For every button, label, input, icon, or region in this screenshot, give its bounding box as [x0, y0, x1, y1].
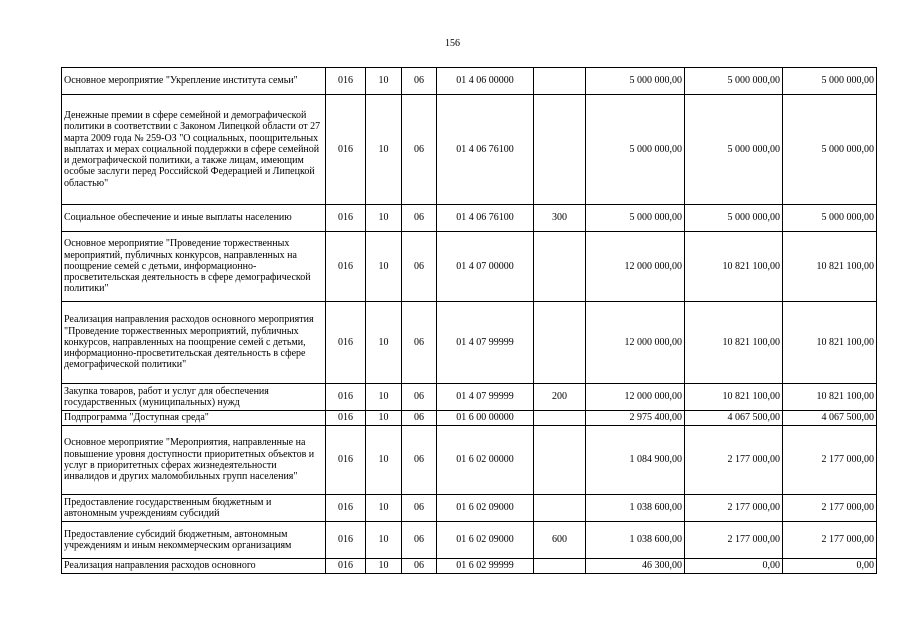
row-sum-year3: 4 067 500,00 — [783, 411, 877, 426]
row-sum-year1: 2 975 400,00 — [586, 411, 685, 426]
row-ministry-code: 016 — [326, 95, 366, 205]
row-section-code: 10 — [366, 68, 402, 95]
row-subsection-code: 06 — [402, 426, 437, 495]
row-sum-year3: 5 000 000,00 — [783, 68, 877, 95]
row-expense-type — [534, 68, 586, 95]
row-target-code: 01 6 02 00000 — [437, 426, 534, 495]
row-sum-year1: 1 038 600,00 — [586, 522, 685, 559]
table-row — [62, 559, 877, 574]
row-ministry-code: 016 — [326, 426, 366, 495]
row-sum-year3: 5 000 000,00 — [783, 205, 877, 232]
row-target-code: 01 6 00 00000 — [437, 411, 534, 426]
row-sum-year3: 2 177 000,00 — [783, 426, 877, 495]
row-target-code: 01 6 02 99999 — [437, 559, 534, 574]
row-expense-type: 200 — [534, 384, 586, 411]
row-ministry-code: 016 — [326, 302, 366, 384]
row-sum-year1: 1 038 600,00 — [586, 495, 685, 522]
row-name: Основное мероприятие "Укрепление института семьи" — [62, 68, 326, 95]
row-subsection-code: 06 — [402, 68, 437, 95]
row-subsection-code: 06 — [402, 522, 437, 559]
row-sum-year1: 12 000 000,00 — [586, 302, 685, 384]
row-sum-year2: 4 067 500,00 — [685, 411, 783, 426]
row-sum-year1: 12 000 000,00 — [586, 232, 685, 302]
row-sum-year1: 46 300,00 — [586, 559, 685, 574]
row-expense-type — [534, 411, 586, 426]
row-sum-year1: 5 000 000,00 — [586, 205, 685, 232]
page-number: 156 — [445, 38, 460, 49]
table-row — [62, 68, 877, 95]
row-section-code: 10 — [366, 232, 402, 302]
table-row — [62, 411, 877, 426]
row-subsection-code: 06 — [402, 205, 437, 232]
row-ministry-code: 016 — [326, 68, 366, 95]
row-sum-year2: 0,00 — [685, 559, 783, 574]
row-sum-year2: 10 821 100,00 — [685, 302, 783, 384]
row-sum-year3: 5 000 000,00 — [783, 95, 877, 205]
row-sum-year3: 10 821 100,00 — [783, 302, 877, 384]
row-ministry-code: 016 — [326, 411, 366, 426]
table-row — [62, 205, 877, 232]
row-name: Предоставление субсидий бюджетным, автономным учреждениям и иным некоммерческим организациям — [62, 522, 326, 559]
row-ministry-code: 016 — [326, 559, 366, 574]
row-expense-type — [534, 302, 586, 384]
row-expense-type: 300 — [534, 205, 586, 232]
row-name: Реализация направления расходов основного — [62, 559, 326, 574]
row-target-code: 01 4 07 99999 — [437, 302, 534, 384]
row-name: Денежные премии в сфере семейной и демографической политики в соответствии с Законом Липецкой области от 27 марта 2009 года № 259-ОЗ "О социальных, поощрительных выплатах и мерах социальной поддержки в сфере семейной и демографической политики, а также лицам, имеющим особые заслуги перед Российской Федерацией и Липецкой областью" — [62, 95, 326, 205]
row-sum-year3: 2 177 000,00 — [783, 522, 877, 559]
row-section-code: 10 — [366, 205, 402, 232]
row-sum-year1: 5 000 000,00 — [586, 68, 685, 95]
row-subsection-code: 06 — [402, 495, 437, 522]
row-target-code: 01 4 06 76100 — [437, 95, 534, 205]
table-row — [62, 95, 877, 205]
row-section-code: 10 — [366, 411, 402, 426]
row-subsection-code: 06 — [402, 411, 437, 426]
row-sum-year2: 2 177 000,00 — [685, 495, 783, 522]
row-ministry-code: 016 — [326, 522, 366, 559]
row-sum-year3: 10 821 100,00 — [783, 384, 877, 411]
row-target-code: 01 4 07 00000 — [437, 232, 534, 302]
row-target-code: 01 4 06 00000 — [437, 68, 534, 95]
row-sum-year2: 10 821 100,00 — [685, 232, 783, 302]
row-subsection-code: 06 — [402, 95, 437, 205]
row-sum-year2: 5 000 000,00 — [685, 95, 783, 205]
row-expense-type — [534, 232, 586, 302]
row-sum-year2: 10 821 100,00 — [685, 384, 783, 411]
row-section-code: 10 — [366, 302, 402, 384]
row-sum-year3: 2 177 000,00 — [783, 495, 877, 522]
row-name: Закупка товаров, работ и услуг для обеспечения государственных (муниципальных) нужд — [62, 384, 326, 411]
row-subsection-code: 06 — [402, 302, 437, 384]
row-section-code: 10 — [366, 559, 402, 574]
table-row — [62, 232, 877, 302]
row-sum-year1: 12 000 000,00 — [586, 384, 685, 411]
row-ministry-code: 016 — [326, 384, 366, 411]
row-target-code: 01 6 02 09000 — [437, 495, 534, 522]
budget-table — [61, 67, 877, 574]
table-row — [62, 495, 877, 522]
row-subsection-code: 06 — [402, 232, 437, 302]
row-name: Предоставление государственным бюджетным и автономным учреждениям субсидий — [62, 495, 326, 522]
row-sum-year3: 10 821 100,00 — [783, 232, 877, 302]
row-section-code: 10 — [366, 426, 402, 495]
row-sum-year2: 2 177 000,00 — [685, 426, 783, 495]
row-ministry-code: 016 — [326, 232, 366, 302]
row-expense-type — [534, 426, 586, 495]
row-sum-year3: 0,00 — [783, 559, 877, 574]
row-name: Основное мероприятие "Проведение торжественных мероприятий, публичных конкурсов, направленных на поощрение семей с детьми, информационно-просветительская деятельность в сфере демографической политики" — [62, 232, 326, 302]
table-row — [62, 384, 877, 411]
row-section-code: 10 — [366, 495, 402, 522]
table-body — [62, 68, 877, 574]
row-expense-type — [534, 559, 586, 574]
row-subsection-code: 06 — [402, 559, 437, 574]
row-target-code: 01 4 06 76100 — [437, 205, 534, 232]
table-row — [62, 522, 877, 559]
row-sum-year1: 1 084 900,00 — [586, 426, 685, 495]
row-section-code: 10 — [366, 95, 402, 205]
row-expense-type — [534, 95, 586, 205]
row-name: Реализация направления расходов основного мероприятия "Проведение торжественных мероприятий, публичных конкурсов, направленных на поощрение семей с детьми, информационно-просветительская деятельность в сфере демографической политики" — [62, 302, 326, 384]
row-ministry-code: 016 — [326, 495, 366, 522]
row-section-code: 10 — [366, 522, 402, 559]
row-expense-type — [534, 495, 586, 522]
row-target-code: 01 6 02 09000 — [437, 522, 534, 559]
row-ministry-code: 016 — [326, 205, 366, 232]
table-row — [62, 426, 877, 495]
table-row — [62, 302, 877, 384]
row-expense-type: 600 — [534, 522, 586, 559]
row-section-code: 10 — [366, 384, 402, 411]
row-target-code: 01 4 07 99999 — [437, 384, 534, 411]
row-subsection-code: 06 — [402, 384, 437, 411]
row-name: Основное мероприятие "Мероприятия, направленные на повышение уровня доступности приоритетных объектов и услуг в приоритетных сферах жизнедеятельности инвалидов и других маломобильных групп населения" — [62, 426, 326, 495]
row-sum-year1: 5 000 000,00 — [586, 95, 685, 205]
row-sum-year2: 5 000 000,00 — [685, 205, 783, 232]
row-sum-year2: 5 000 000,00 — [685, 68, 783, 95]
row-name: Подпрограмма "Доступная среда" — [62, 411, 326, 426]
row-sum-year2: 2 177 000,00 — [685, 522, 783, 559]
row-name: Социальное обеспечение и иные выплаты населению — [62, 205, 326, 232]
